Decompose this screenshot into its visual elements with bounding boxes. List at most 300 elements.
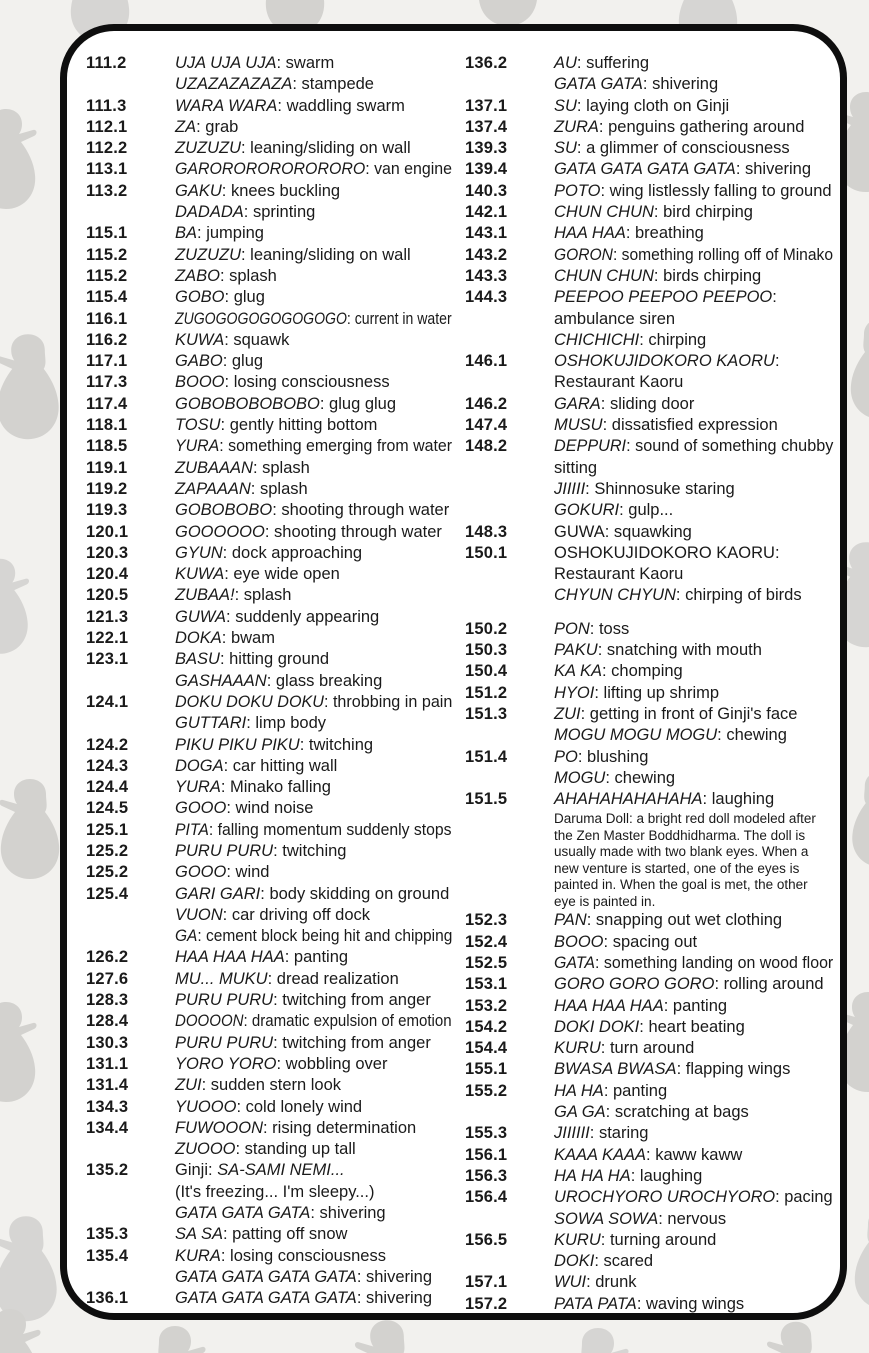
sfx-line: [175, 1054, 452, 1075]
sfx-colon: :: [600, 1039, 606, 1058]
sfx-word: SA SA: [175, 1225, 223, 1244]
sfx-word: ZUGOGOGOGOGOGOGO: [175, 309, 347, 328]
sfx-line: [175, 1224, 452, 1245]
sfx-colon: :: [260, 884, 265, 903]
sfx-entry: [86, 202, 452, 223]
sfx-line: [554, 372, 833, 393]
page-panel-number: 156.1: [465, 1145, 508, 1164]
sfx-line: [175, 1118, 452, 1139]
sfx-word: MOGU MOGU MOGU: [554, 726, 718, 745]
page-panel-number: 118.1: [86, 416, 128, 435]
sfx-colon: :: [630, 1166, 636, 1185]
sfx-meaning: shooting through water: [269, 522, 442, 541]
page-panel-number: 147.4: [465, 416, 508, 435]
sfx-entry: [465, 1145, 833, 1166]
speaker-label: Ginji:: [175, 1161, 218, 1180]
page-panel-number: 153.1: [465, 975, 508, 994]
sfx-word: HAA HAA HAA: [175, 948, 285, 967]
sfx-entry: [86, 820, 452, 841]
sfx-line: [554, 74, 833, 95]
sfx-entry: [86, 798, 452, 819]
sfx-entry: [86, 564, 452, 585]
penguin-icon: [0, 1305, 50, 1353]
sfx-word: WUI: [554, 1273, 587, 1292]
sfx-entry: [465, 1272, 833, 1293]
page-panel-number: 136.2: [465, 54, 508, 72]
sfx-entry: [86, 947, 452, 968]
page-panel-number: 152.5: [465, 953, 508, 972]
page-panel-number: 154.4: [465, 1039, 508, 1058]
page-panel-number: 137.4: [465, 117, 508, 136]
page-panel-number: 134.4: [86, 1118, 129, 1137]
sfx-colon: :: [717, 726, 722, 745]
sfx-colon: :: [594, 1252, 599, 1271]
sfx-meaning: swarm: [281, 54, 335, 72]
page-panel-number: 150.4: [465, 662, 508, 681]
sfx-meaning: glug glug: [324, 394, 397, 413]
sfx-entry: [465, 543, 833, 564]
sfx-meaning: wind noise: [230, 799, 314, 818]
sfx-meaning: wind: [230, 863, 270, 882]
sfx-word: HYOI: [554, 683, 595, 702]
sfx-entry: [86, 500, 452, 521]
page-panel-number: 139.3: [465, 139, 508, 158]
sfx-word: DOKI DOKI: [554, 1017, 640, 1036]
sfx-colon: :: [222, 905, 228, 924]
sfx-colon: :: [586, 1273, 591, 1292]
sfx-word: GARI GARI: [175, 884, 261, 903]
sfx-word: OSHOKUJIDOKORO KAORU: [554, 352, 775, 371]
sfx-meaning: glass breaking: [271, 671, 383, 690]
page-panel-number: 120.1: [86, 522, 129, 541]
sfx-meaning: shivering: [647, 75, 719, 94]
sfx-meaning: splash: [224, 266, 277, 285]
sfx-word: YUOOO: [175, 1097, 237, 1116]
sfx-word: GATA GATA GATA GATA: [554, 160, 736, 179]
sfx-colon: :: [602, 662, 607, 681]
sfx-colon: :: [267, 969, 273, 988]
sfx-line: [175, 607, 452, 628]
sfx-meaning: Restaurant Kaoru: [554, 373, 684, 392]
sfx-entry: [86, 649, 452, 670]
sfx-colon: :: [600, 181, 606, 200]
sfx-colon: :: [235, 1140, 241, 1159]
sfx-entry: [86, 1182, 452, 1203]
sfx-line: [175, 436, 453, 457]
sfx-line: [175, 820, 452, 841]
sfx-line: [175, 245, 452, 266]
page-panel-number: 124.2: [86, 735, 129, 754]
sfx-word: KURU: [554, 1039, 601, 1058]
page-panel-number: 125.1: [86, 820, 129, 839]
sfx-line: [554, 953, 834, 974]
sfx-word: TOSU: [175, 416, 221, 435]
sfx-word: MUSU: [554, 416, 603, 435]
page-panel-number: 128.4: [86, 1012, 129, 1031]
sfx-line: [554, 1294, 833, 1315]
sfx-line: [554, 1187, 831, 1208]
sfx-entry: [86, 351, 452, 372]
page-panel-number: 134.3: [86, 1097, 129, 1116]
sfx-word: GOBOBOBO: [175, 501, 273, 520]
sfx-colon: :: [365, 160, 370, 179]
sfx-word: MOGU: [554, 768, 606, 787]
sfx-meaning: toss: [594, 619, 630, 638]
sfx-meaning: something rolling off of Minako: [617, 245, 834, 264]
sfx-meaning: staring: [594, 1124, 649, 1143]
sfx-colon: :: [594, 683, 599, 702]
sfx-meaning: snatching with mouth: [602, 641, 762, 660]
sfx-meaning: glug: [227, 352, 264, 371]
sfx-line: [554, 181, 833, 202]
sfx-entry: [86, 841, 452, 862]
glossary-frame: [60, 24, 847, 1320]
sfx-meaning: sitting: [554, 458, 598, 477]
sfx-word: ZUBAAAN: [175, 458, 253, 477]
page-panel-number: 151.2: [465, 683, 508, 702]
sfx-colon: :: [642, 75, 648, 94]
sfx-word: HA HA: [554, 1081, 604, 1100]
sfx-colon: :: [252, 458, 258, 477]
sfx-line: [554, 330, 833, 351]
sfx-meaning: wobbling over: [281, 1054, 388, 1073]
sfx-entry: [465, 245, 833, 266]
sfx-line: [554, 996, 833, 1017]
sfx-line: [175, 117, 452, 138]
sfx-entry: [465, 74, 833, 95]
sfx-line: [175, 735, 452, 756]
sfx-line: [175, 522, 452, 543]
sfx-entry: [86, 479, 452, 500]
page-panel-number: 152.4: [465, 932, 508, 951]
sfx-meaning: suddenly appearing: [230, 607, 380, 626]
sfx-meaning: chirping: [643, 330, 707, 349]
page-panel-number: 155.3: [465, 1124, 508, 1143]
sfx-colon: :: [240, 139, 246, 158]
sfx-meaning: shooting through water: [276, 501, 450, 520]
sfx-line: [175, 543, 452, 564]
sfx-meaning: bird chirping: [658, 203, 753, 222]
sfx-word: PURU PURU: [175, 991, 274, 1010]
sfx-line: [175, 1203, 452, 1224]
sfx-meaning: shivering: [740, 160, 812, 179]
penguin-icon: [0, 105, 46, 213]
sfx-word: KURU: [554, 1230, 601, 1249]
sfx-line: [175, 181, 452, 202]
sfx-entry: [86, 181, 452, 202]
sfx-colon: :: [272, 501, 277, 520]
page-panel-number: 136.1: [86, 1289, 129, 1308]
page-panel-number: 123.1: [86, 650, 129, 669]
sfx-colon: :: [224, 565, 229, 584]
sfx-entry: [86, 756, 452, 777]
sfx-entry: [465, 661, 833, 682]
sfx-colon: :: [223, 1225, 228, 1244]
sfx-entry: [86, 735, 452, 756]
sfx-word: GARORORORORORORO: [175, 160, 366, 179]
sfx-word: BOOO: [175, 373, 225, 392]
page-panel-number: 143.1: [465, 224, 508, 243]
sfx-entry: [86, 543, 452, 564]
sfx-line: [554, 159, 833, 180]
sfx-word: CHUN CHUN: [554, 203, 654, 222]
sfx-line: [175, 564, 452, 585]
sfx-colon: :: [219, 266, 225, 285]
sfx-entry: [465, 458, 833, 479]
sfx-entry: [465, 436, 833, 457]
sfx-entry: [465, 394, 833, 415]
sfx-colon: :: [626, 437, 631, 456]
sfx-line: [175, 1139, 452, 1160]
sfx-colon: :: [603, 1081, 609, 1100]
page-panel-number: 117.4: [86, 394, 128, 413]
page-panel-number: 112.1: [86, 117, 128, 136]
sfx-colon: :: [346, 309, 351, 328]
sfx-meaning: birds chirping: [658, 266, 762, 285]
sfx-meaning: dramatic expulsion of emotion: [247, 1012, 452, 1031]
sfx-entry: [86, 1203, 452, 1224]
sfx-colon: :: [277, 96, 282, 115]
sfx-meaning: falling momentum suddenly stops: [213, 820, 452, 839]
sfx-word: GATA GATA GATA: [175, 1204, 311, 1223]
sfx-colon: :: [220, 1246, 226, 1265]
sfx-entry: [465, 768, 833, 789]
sfx-entry: [465, 1123, 833, 1144]
sfx-meaning: losing consciousness: [225, 1246, 386, 1265]
sfx-word: PITA: [175, 820, 209, 839]
sfx-entry: [465, 996, 833, 1017]
sfx-word: PIKU PIKU PIKU: [175, 735, 300, 754]
sfx-line: [554, 1102, 833, 1123]
page-panel-number: 150.2: [465, 619, 508, 638]
sfx-entry: [465, 585, 833, 606]
sfx-colon: :: [639, 1017, 644, 1036]
sfx-entry: [465, 1187, 833, 1208]
sfx-line: [554, 266, 833, 287]
sfx-word: SA-SAMI NEMI...: [217, 1161, 345, 1180]
page-panel-number: 146.2: [465, 394, 508, 413]
sfx-colon: :: [276, 1054, 282, 1073]
sfx-word: GARA: [554, 394, 601, 413]
page-panel-number: 115.2: [86, 245, 128, 264]
sfx-entry: [86, 628, 452, 649]
note-text: Daruma Doll: a bright red doll modeled after the Zen Master Boddhidharma. The doll is usually made with two blank eyes. When a new venture is started, one of the eyes is painted in. When the goal is met, the other eye is painted in.: [554, 811, 816, 909]
sfx-word: GUWA: [175, 607, 227, 626]
sfx-colon: :: [319, 394, 325, 413]
page-panel-number: 115.1: [86, 224, 128, 243]
sfx-line: [175, 969, 452, 990]
sfx-entry: [465, 1081, 833, 1102]
sfx-entry: [86, 1118, 452, 1139]
sfx-entry: [465, 704, 833, 725]
page-panel-number: 156.4: [465, 1188, 508, 1207]
sfx-entry: [465, 725, 833, 746]
sfx-colon: :: [226, 863, 231, 882]
sfx-meaning: wing listlessly falling to ground: [605, 181, 832, 200]
sfx-meaning: shivering: [361, 1289, 433, 1308]
sfx-line: [554, 1081, 833, 1102]
sfx-colon: :: [222, 352, 228, 371]
sfx-line: [554, 704, 833, 725]
sfx-colon: :: [356, 1289, 362, 1308]
penguin-icon: [0, 555, 38, 658]
sfx-entry: [465, 522, 833, 543]
glossary-note-row: [465, 810, 833, 910]
sfx-entry: [86, 522, 452, 543]
sfx-line: [175, 1246, 452, 1267]
sfx-colon: :: [600, 1230, 606, 1249]
sfx-colon: :: [676, 1060, 682, 1079]
sfx-word: DOOOON: [175, 1012, 244, 1031]
sfx-meaning: laughing: [635, 1166, 703, 1185]
sfx-line: [175, 138, 452, 159]
sfx-colon: :: [220, 416, 226, 435]
sfx-entry: [86, 1011, 452, 1032]
sfx-word: BWASA BWASA: [554, 1060, 677, 1079]
sfx-meaning: grab: [200, 117, 239, 136]
sfx-word: DOKU DOKU DOKU: [175, 692, 324, 711]
sfx-colon: :: [197, 224, 202, 243]
sfx-line: [554, 1230, 833, 1251]
sfx-word: YORO YORO: [175, 1054, 277, 1073]
sfx-line: [175, 692, 453, 713]
sfx-colon: :: [224, 288, 230, 307]
sfx-colon: :: [663, 996, 669, 1015]
sfx-meaning: chirping of birds: [680, 586, 802, 605]
sfx-line: [175, 585, 452, 606]
sfx-entry: [86, 223, 452, 244]
sfx-word: KAAA KAAA: [554, 1145, 647, 1164]
sfx-word: HAA HAA HAA: [554, 996, 664, 1015]
page-panel-number: 115.2: [86, 266, 128, 285]
page-panel-number: 154.2: [465, 1017, 508, 1036]
sfx-line: [554, 415, 833, 436]
sfx-entry: [465, 789, 833, 810]
sfx-word: SOWA SOWA: [554, 1209, 659, 1228]
sfx-entry: [465, 747, 833, 768]
sfx-line: [175, 1267, 452, 1288]
page-panel-number: 121.3: [86, 607, 129, 626]
sfx-meaning: van engine: [369, 160, 453, 179]
page-panel-number: 135.4: [86, 1246, 129, 1265]
sfx-colon: :: [299, 735, 305, 754]
sfx-word: GASHAAAN: [175, 671, 267, 690]
sfx-meaning: gulp...: [623, 501, 674, 520]
sfx-colon: :: [585, 479, 590, 498]
sfx-meaning: panting: [668, 996, 728, 1015]
sfx-word: JIIIII: [554, 479, 586, 498]
sfx-entry: [86, 905, 452, 926]
sfx-colon: :: [276, 54, 282, 72]
page-panel-number: 140.3: [465, 181, 508, 200]
sfx-line: [175, 372, 452, 393]
sfx-meaning: current in water: [350, 309, 452, 328]
sfx-line: [554, 768, 833, 789]
sfx-colon: :: [646, 1145, 651, 1164]
sfx-word: GOBOBOBOBOBO: [175, 394, 320, 413]
sfx-word: PON: [554, 619, 590, 638]
sfx-colon: :: [735, 160, 741, 179]
sfx-line: [175, 479, 452, 500]
sfx-word: GORO GORO GORO: [554, 975, 715, 994]
sfx-meaning: twitching: [277, 841, 347, 860]
sfx-word: UROCHYORO UROCHYORO: [554, 1188, 776, 1207]
sfx-colon: :: [201, 1076, 207, 1095]
sfx-meaning: turning around: [605, 1230, 717, 1249]
sfx-word: POTO: [554, 181, 601, 200]
sfx-line: [175, 159, 453, 180]
sfx-word: GA: [175, 927, 198, 946]
sfx-meaning: shivering: [314, 1204, 386, 1223]
sfx-line: [554, 522, 833, 543]
sfx-entry: [86, 53, 452, 74]
sfx-entry: [86, 1224, 452, 1245]
page-panel-number: 130.3: [86, 1033, 129, 1052]
sfx-line: [554, 1272, 833, 1293]
sfx-line: [175, 1288, 452, 1309]
sfx-colon: :: [356, 1267, 362, 1286]
sfx-word: CHYUN CHYUN: [554, 586, 676, 605]
sfx-colon: :: [222, 543, 228, 562]
sfx-entry: [465, 1294, 833, 1315]
penguin-icon: [0, 998, 46, 1106]
sfx-line: [554, 479, 833, 500]
page-panel-number: 144.3: [465, 288, 508, 307]
page-panel-number: 143.2: [465, 245, 508, 264]
page-panel-number: 157.2: [465, 1294, 508, 1313]
sfx-line: [554, 789, 833, 810]
sfx-meaning: something emerging from water: [223, 437, 453, 456]
sfx-line: [554, 500, 833, 521]
sfx-entry: [86, 1246, 452, 1267]
sfx-word: DOKA: [175, 629, 222, 648]
page-panel-number: 124.4: [86, 778, 129, 797]
sfx-word: GATA: [554, 953, 596, 972]
sfx-colon: :: [597, 641, 603, 660]
sfx-word: GATA GATA GATA GATA: [175, 1289, 357, 1308]
page-panel-number: 115.4: [86, 288, 128, 307]
sfx-entry: [465, 1102, 833, 1123]
sfx-colon: :: [576, 54, 582, 72]
sfx-entry: [465, 932, 833, 953]
sfx-line: [175, 947, 452, 968]
sfx-line: [554, 932, 833, 953]
sfx-line: [175, 223, 452, 244]
sfx-meaning: suffering: [581, 54, 650, 72]
sfx-word: GOOOOOO: [175, 522, 265, 541]
sfx-colon: :: [702, 790, 708, 809]
page-panel-number: 119.3: [86, 501, 128, 520]
sfx-meaning: standing up tall: [240, 1140, 356, 1159]
page-panel-number: 135.2: [86, 1161, 129, 1180]
sfx-colon: :: [224, 373, 230, 392]
sfx-colon: :: [619, 501, 624, 520]
sfx-word: GABO: [175, 352, 223, 371]
sfx-word: ZURA: [554, 117, 599, 136]
sfx-entry: [465, 202, 833, 223]
sfx-line: [175, 1033, 452, 1054]
sfx-line: [554, 1145, 833, 1166]
sfx-colon: :: [775, 1188, 780, 1207]
page-panel-number: 112.2: [86, 139, 128, 158]
sfx-colon: :: [576, 139, 582, 158]
sfx-line: [554, 202, 833, 223]
sfx-colon: :: [226, 799, 231, 818]
sfx-meaning: panting: [289, 948, 349, 967]
sfx-colon: :: [273, 841, 278, 860]
page-panel-number: 155.1: [465, 1060, 508, 1079]
sfx-meaning: chewing: [721, 726, 787, 745]
